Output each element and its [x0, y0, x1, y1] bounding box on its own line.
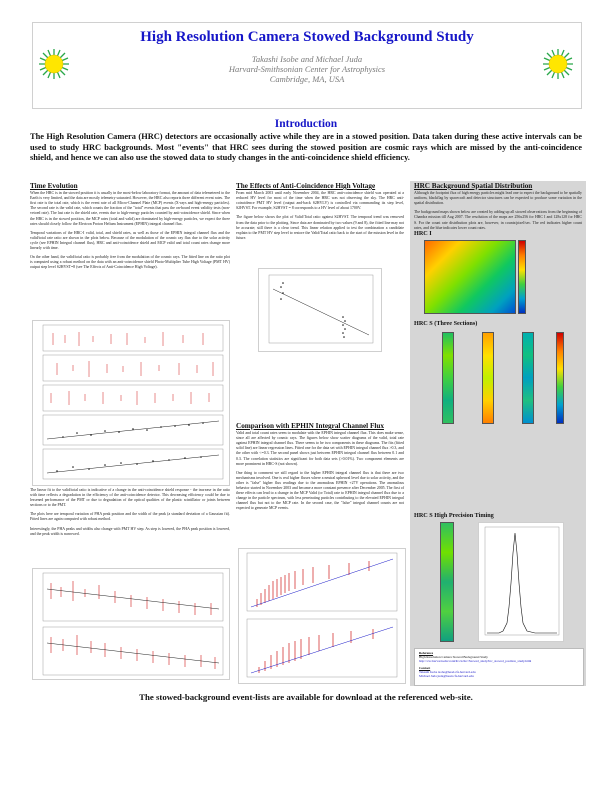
middle-column-lower — [236, 424, 404, 512]
reference-box — [414, 648, 584, 686]
hrc-i-map — [424, 240, 516, 314]
hrc-i-label: HRC I — [414, 230, 432, 237]
hrc-s-label: HRC S (Three Sections) — [414, 320, 478, 327]
middle-paragraph-3: Valid and total count rates seem to modulate with the EPHIN integral channel flux. This does make sense, since all are affected by cosmic rays. The figures below show scatter diagrams of the valid, total rate against EPHIN integral channel flux. There seems to be two components in these diagrams. The fits (fitted solid line) are linear regression lines. Fitted one for the data set with EPHIN integral channel flux >0.3, and the other with <=0.3. The second panel shows just between EPHIN integral channel flux between 0.1 and 0.3. The correlation statistics are significant for both data sets (>0.01%). Two component elements are more prominent in HRC-S (not shown). — [236, 431, 404, 466]
author-block — [33, 54, 581, 84]
middle-paragraph-2: The figure below shows the plot of Valid/Total ratio against S2HVST. The temporal trend was removed from the data prior to the plotting. Since data are dominated by two values (9 and 8), the fitted line may not be accurate; still there is a clear trend. This linear relation applied to test the combination a candidate explain to the PMT HV step level to restore the Valid/Total ratio back to the start of the mission level in the future. — [236, 215, 404, 240]
poster-header — [32, 22, 582, 109]
left-column-lower — [30, 488, 230, 537]
timing-histogram-plot — [479, 523, 563, 641]
hrc-s-timing-label: HRC S High Precision Timing — [414, 512, 494, 519]
left-paragraph-6: Interestingly, the PHA peaks and widths also change with PMT HV step. As step is lowered, the PHA peak position is lowered, and the peak width is narrowed. — [30, 526, 230, 536]
pha-figure — [32, 568, 230, 680]
right-paragraph-2: The background maps shown below are created by adding up all stowed observations from the beginning of Chandra mission till Aug 2007. The resolution of the maps are 256x256 for HRC I and 128x128 for HRC S. For the count rate distribution plots are, however, in counts/pixel/sec. The red indicates higher count rates, and the blue indicates lower count rates. — [414, 210, 582, 230]
hrc-s-map-1 — [442, 332, 454, 424]
footer-note: The stowed-background event-lists are available for download at the referenced web-site. — [139, 692, 473, 702]
middle-paragraph-1: From mid March 2003 until early November 2004, the HRC anti-coincidence shield was operated at a reduced HV level for most of the time when the HRC was not observing the sky. The HRC anti-coincidence PMT HV level (output and-back S2HVLV) is controlled via commanding its step level, S2HVST. For example, S2HVST = 8 corresponds to a HV level of about 1700V. — [236, 191, 404, 211]
contact-juda[interactable]: Michael Juda juda@head.cfa.harvard.edu — [419, 674, 474, 679]
time-evolution-heading: Time Evolution — [30, 182, 78, 190]
reference-label: Reference — [419, 651, 434, 655]
ephin-scatter-figure — [238, 548, 406, 684]
left-paragraph-1: When the HRC is in the stowed position it is usually in the most-below laboratory format, the amount of data telemetered to the Earth is very limited, and the data are mostly telemetry saturated. However, the HRC also reports three different event rates. The first rate is the total rate, which is the event rate of all Micro-Channel Plate (MCP) events (X-rays and high-energy particles). The second rate is the valid rate, which counts the fraction of the "total" events that pass the on-board event validity tests (non-vetoed rate). The last rate is the shield rate, events due to high-energy particles counted by anti-coincidence shield. Since when the HRC is in the stowed position, the MCP rates (total and valid) are dominated by high-energy particles, we expect the three rates should closely follow the Electron Proton Helium Instrument (EPHIN) integral channel flux. — [30, 191, 230, 226]
middle-paragraph-4: One thing to comment we still regard to the higher EPHIN integral channel flux is that there are two mechanisms involved. One is real higher fluxes where a neutral upheaval level due to solar activity, and the other is "false" higher flux readings due to the anomalous EPHIN +27V operations. The anomalous behavior started in November 2003 and became a more constant presence after December 2005. The first of these effects can lead to a change in the MCP Valid (or Total) rate to EPHIN integral channel flux due to a change in the particle spectrum, with less penetrating particles contributing to the elevated EPHIN integral channel flux but not to the MCP rate. In the second case, the "false" integral channel counts are not expected to generate MCP events. — [236, 470, 404, 511]
poster-title: High Resolution Camera Stowed Background Study — [140, 29, 474, 45]
hrc-s-timing-map — [440, 522, 454, 642]
contact-label: Contact — [419, 665, 431, 670]
spatial-distribution-heading: HRC Background Spatial Distribution — [414, 182, 533, 190]
authors: Takashi Isobe and Michael Juda — [251, 54, 363, 64]
hrc-i-colorbar — [518, 240, 526, 314]
hv-scatter-figure — [258, 268, 382, 352]
left-column — [30, 184, 230, 270]
time-evolution-figure — [32, 320, 230, 486]
left-paragraph-4: The linear fit to the valid/total ratio is indicative of a change in the anti-coincidence shield response - the increase in the ratio with time reflects a degradation in the efficiency of the anti-coincidence detector. This decreasing efficiency could be due to lessened performance of the PMT or due to degradation of the optical qualities of the plastic scintillator or joints between sections or to the PMT. — [30, 488, 230, 508]
hrc-s-map-3 — [522, 332, 534, 424]
left-paragraph-3: On the other hand, the valid/total ratio is probably free from the modulation of the cosmic rays. The fitted line on the ratio plot is computed using a robust method on the data with an anti-coincidence shield Photo-Multiplier Tube High Voltage (PMT HV) output step level S2HVST=8 (see The Effects of Anti-Coincidence High Voltage). — [30, 255, 230, 270]
pha-plots — [33, 569, 229, 679]
hrc-s-timing-histogram — [478, 522, 564, 642]
location: Cambridge, MA, USA — [269, 74, 345, 84]
left-paragraph-5: The plots here are temporal variation of PHA peak position and the width of the peak (a standard deviation of a Gaussian fit). Fitted lines are again computed with robust method. — [30, 512, 230, 522]
ephin-comparison-heading: Comparison with EPHIN Integral Channel Flux — [236, 422, 384, 430]
intro-text: The High Resolution Camera (HRC) detectors are occasionally active while they are in a stowed position. Data taken during these active intervals can be used to study HRC backgrounds. Most "events" that HRC sees during the stowed position are cosmic rays which are missed by the anti-coincidence shield, and hence we can also use the stowed data to study changes in the anti-coincidence shield efficiency. — [30, 132, 582, 163]
left-paragraph-2: Temporal variations of the HRC-I valid, total, and shield rates, as well as those of the EPHIN integral channel flux and the valid/total rate ratio are shown in the plots below. Because of the modulation of the cosmic ray flux due to the solar activity cycle (see EPHIN Integral channel flux), HRC and anti-coincidence shield and MCP valid and total count rates change more linearly with time. — [30, 230, 230, 251]
reference-title: High Resolution Camera Stowed Background Study — [419, 655, 488, 660]
time-evolution-plots — [33, 321, 229, 485]
anti-coincidence-heading: The Effects of Anti-Coincidence High Voltage — [236, 182, 376, 190]
right-paragraph-1: Although the footprint flux of high energy particles might lead one to expect the background to be spatially uniform, blackflag by spacecraft and detector structures can be expected to produce some variation in the spatial distribution. — [414, 191, 582, 206]
hrc-s-map-2 — [482, 332, 494, 424]
institution: Harvard-Smithsonian Center for Astrophysics — [228, 64, 386, 74]
hrc-s-colorbar — [556, 332, 564, 424]
reference-link[interactable]: http://cxc.harvard.edu/contrib/cxchrc/Stowed_study/hrc_stowed_position_study.html — [419, 659, 532, 664]
contact-isobe[interactable]: Takashi Isobe isobe@head.cfa.harvard.edu — [419, 669, 476, 674]
right-column — [414, 184, 582, 231]
ephin-scatter-plots — [239, 549, 405, 683]
intro-heading: Introduction — [274, 118, 338, 130]
hv-scatter-plot — [259, 269, 381, 351]
middle-column — [236, 184, 404, 241]
